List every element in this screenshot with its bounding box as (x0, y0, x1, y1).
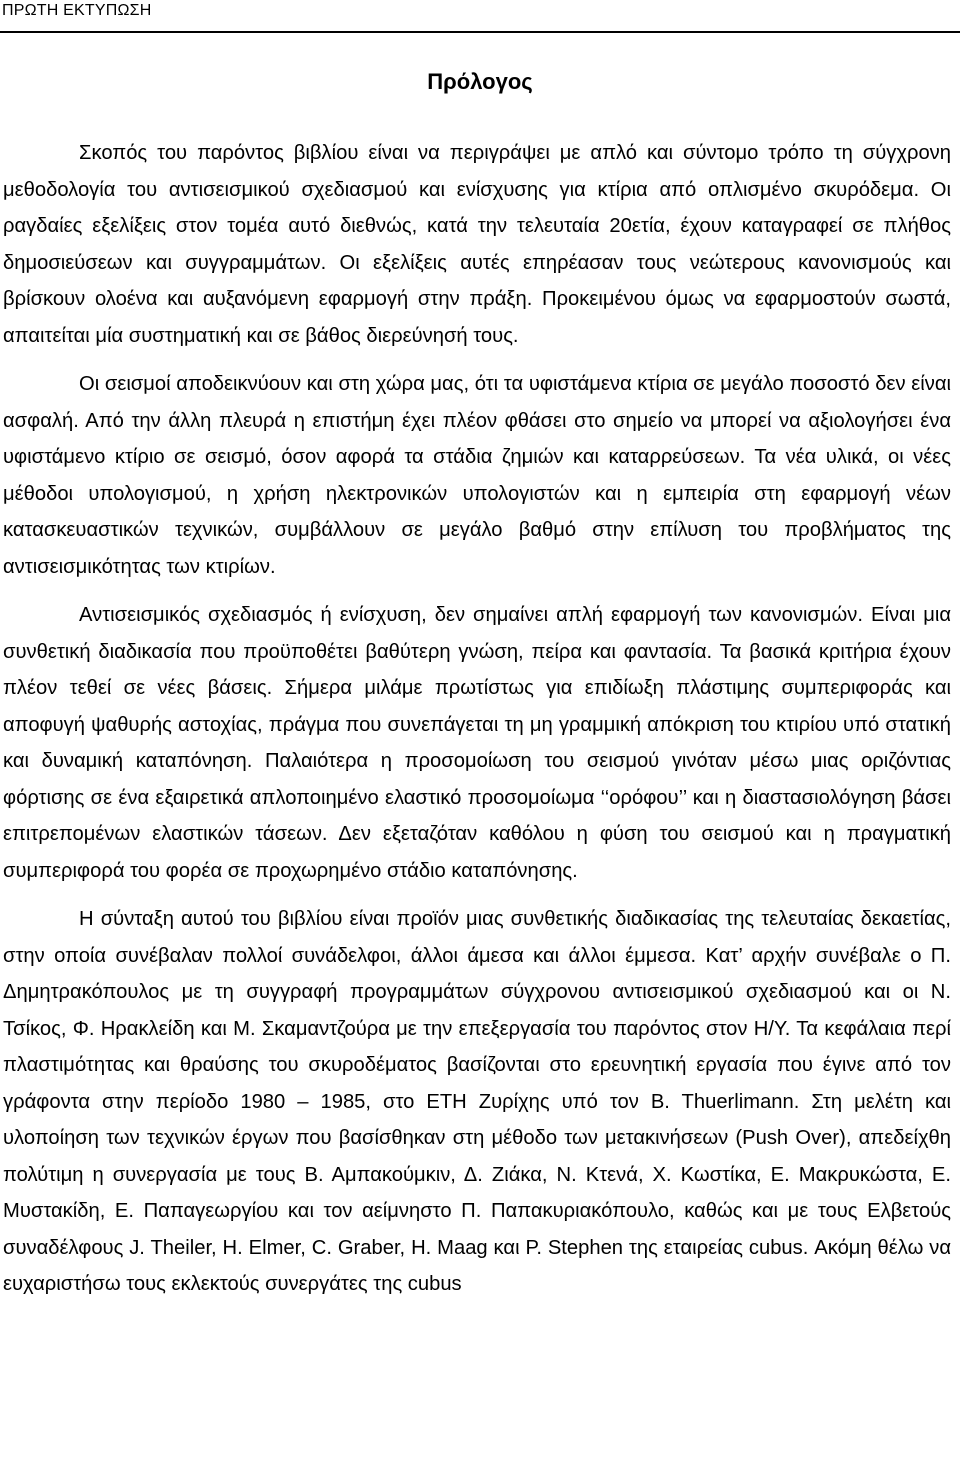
preface-body (3, 135, 951, 1303)
paragraph-3: Αντισεισμικός σχεδιασμός ή ενίσχυση, δεν σημαίνει απλή εφαρμογή των κανονισμών. Είναι μια συνθετική διαδικασία που προϋποθέτει βαθύτερη γνώση, πείρα και φαντασία. Τα βασικά κριτήρια έχουν πλέον τεθεί σε νέες βάσεις. Σήμερα μιλάμε πρωτίστως για επιδίωξη πλάστιμης συμπεριφοράς και αποφυγή ψαθυρής αστοχίας, πράγμα που συνεπάγεται τη μη γραμμική απόκριση του κτιρίου υπό στατική και δυναμική καταπόνηση. Παλαιότερα η προσομοίωση του σεισμού γινόταν μέσω μιας οριζόντιας φόρτισης σε ένα εξαιρετικά απλοποιημένο ελαστικό προσομοίωμα ‘‘ορόφου’’ και η διαστασιολόγηση βάσει επιτρεπομένων ελαστικών τάσεων. Δεν εξεταζόταν καθόλου η φύση του σεισμού και η πραγματική συμπεριφορά του φορέα σε προχωρημένο στάδιο καταπόνησης. (3, 604, 951, 882)
page-title: Πρόλογος (427, 69, 533, 94)
paragraph-2: Οι σεισμοί αποδεικνύουν και στη χώρα μας, ότι τα υφιστάμενα κτίρια σε μεγάλο ποσοστό δεν είναι ασφαλή. Από την άλλη πλευρά η επιστήμη έχει πλέον φθάσει στο σημείο να μπορεί να αξιολογήσει ένα υφιστάμενο κτίριο σε σεισμό, όσον αφορά τα στάδια ζημιών και καταρρεύσεων. Τα νέα υλικά, οι νέες μέθοδοι υπολογισμού, η χρήση ηλεκτρονικών υπολογιστών και η εμπειρία στη εφαρμογή νέων κατασκευαστικών τεχνικών, συμβάλλουν σε μεγάλο βαθμό στην επίλυση του προβλήματος της αντισεισμικότητας των κτιρίων. (3, 373, 951, 578)
paragraph-4: Η σύνταξη αυτού του βιβλίου είναι προϊόν μιας συνθετικής διαδικασίας της τελευταίας δεκαετίας, στην οποία συνέβαλαν πολλοί συνάδελφοι, άλλοι άμεσα και άλλοι έμμεσα. Κατ’ αρχήν συνέβαλε ο Π. Δημητρακόπουλος με τη συγγραφή προγραμμάτων σύγχρονου αντισεισμικού σχεδιασμού και οι Ν. Τσίκος, Φ. Ηρακλείδη και Μ. Σκαμαντζούρα με την επεξεργασία του παρόντος στον Η/Υ. Τα κεφάλαια περί πλαστιμότητας και θραύσης του σκυροδέματος βασίζονται στο ερευνητική εργασία που έγινε από τον γράφοντα στην περίοδο 1980 – 1985, στο ΕΤΗ Ζυρίχης υπό τον B. Thuerlimann. Στη μελέτη και υλοποίηση των τεχνικών έργων που βασίσθηκαν στη μέθοδο των μετακινήσεων (Push Over), απεδείχθη πολύτιμη η συνεργασία με τους Β. Αμπακούμκιν, Δ. Ζιάκα, Ν. Κτενά, Χ. Κωστίκα, Ε. Μακρυκώστα, Ε. Μυστακίδη, Ε. Παπαγεωργίου και τον αείμνηστο Π. Παπακυριακόπουλο, καθώς και με τους Ελβετούς συναδέλφους J. Theiler, H. Elmer, C. Graber, H. Maag και P. Stephen της εταιρείας cubus. Ακόμη θέλω να ευχαριστήσω τους εκλεκτούς συνεργάτες της cubus (3, 908, 951, 1295)
edition-label: ΠΡΩΤΗ ΕΚΤΥΠΩΣΗ (2, 2, 152, 19)
header-divider (0, 31, 960, 33)
paragraph-1: Σκοπός του παρόντος βιβλίου είναι να περιγράψει με απλό και σύντομο τρόπο τη σύγχρονη μεθοδολογία του αντισεισμικού σχεδιασμού και ενίσχυσης για κτίρια από οπλισμένο σκυρόδεμα. Οι ραγδαίες εξελίξεις στον τομέα αυτό διεθνώς, κατά την τελευταία 20ετία, έχουν καταγραφεί σε πλήθος δημοσιεύσεων και συγγραμμάτων. Οι εξελίξεις αυτές επηρέασαν τους νεώτερους κανονισμούς και βρίσκουν ολοένα και αυξανόμενη εφαρμογή στην πράξη. Προκειμένου όμως να εφαρμοστούν σωστά, απαιτείται μία συστηματική και σε βάθος διερεύνησή τους. (3, 142, 951, 347)
